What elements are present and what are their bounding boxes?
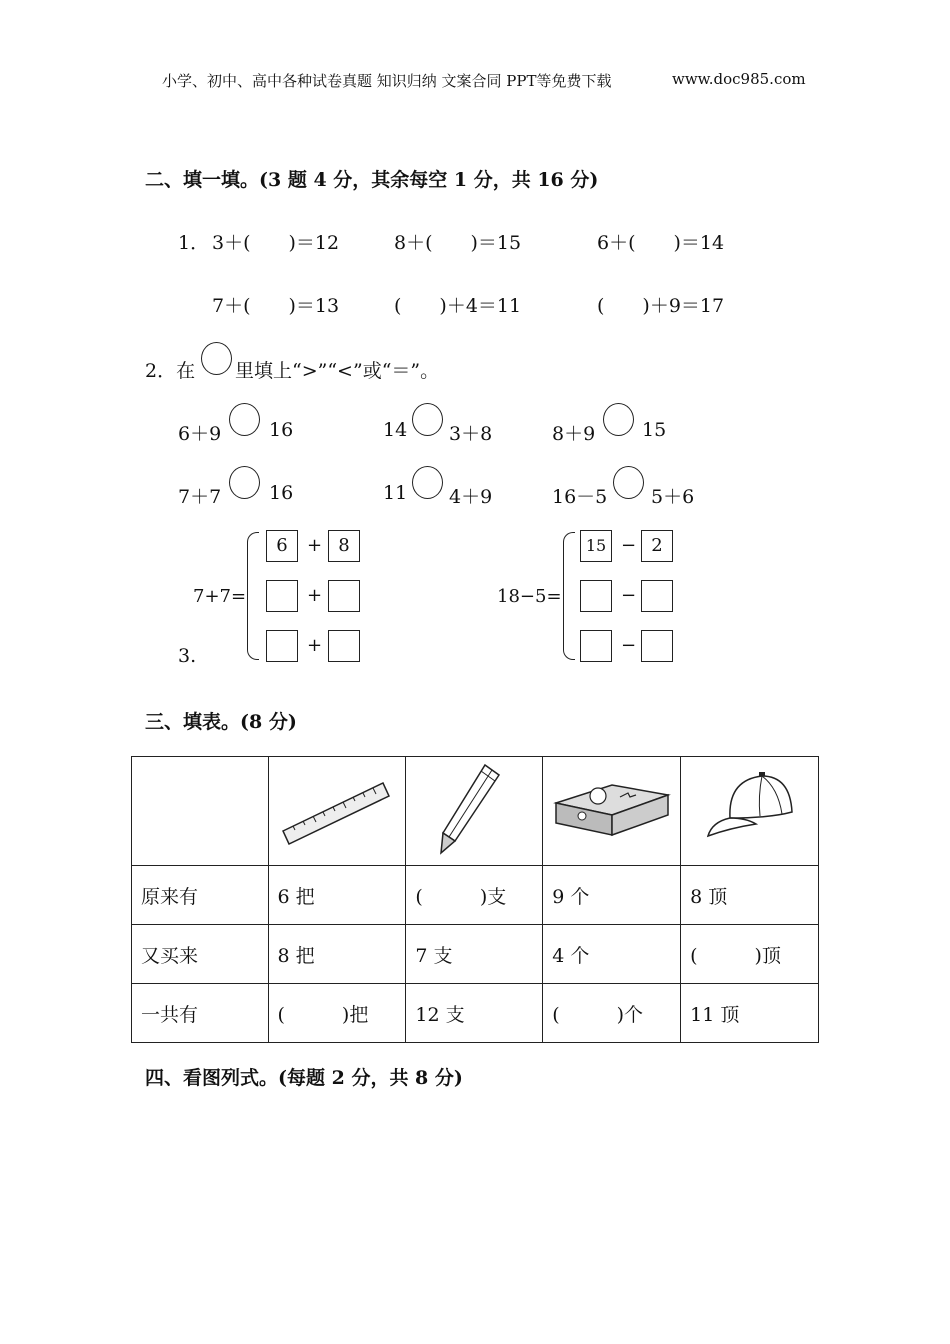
q2-item-1-circle[interactable] (229, 403, 260, 436)
fill-table (131, 756, 819, 1043)
q3-left-box: 8 (328, 530, 360, 562)
q3-right-brace (563, 532, 575, 660)
table-cell: 4 个 (543, 925, 681, 984)
q2-item-6-right: 5＋6 (651, 486, 695, 508)
q2-intro-a: 2．在 (145, 360, 196, 382)
q3-left-op: + (307, 585, 323, 606)
table-cell: 8 顶 (681, 866, 819, 925)
q2-item-2-left: 14 (383, 419, 408, 441)
q3-right-op: − (621, 535, 637, 556)
q3-left-box-blank[interactable] (328, 630, 360, 662)
q3-right-box-blank[interactable] (641, 580, 673, 612)
q3-right-box-blank[interactable] (580, 630, 612, 662)
q2-item-1-left: 6＋9 (178, 423, 222, 445)
q3-left-brace (247, 532, 259, 660)
q3-left-label: 7+7= (193, 586, 247, 607)
q1-eq-4: 7＋( )＝13 (212, 295, 340, 317)
section2-title: 二、填一填。(3 题 4 分，其余每空 1 分，共 16 分) (145, 169, 599, 191)
ruler-cell (268, 757, 406, 866)
pencil-cell (406, 757, 543, 866)
q3-left-box-blank[interactable] (266, 630, 298, 662)
pencil-icon (429, 761, 519, 857)
q3-number: 3. (178, 645, 197, 667)
table-cell: 11 顶 (681, 984, 819, 1043)
cap-cell (681, 757, 819, 866)
header-site: www.doc985.com (672, 70, 806, 88)
ruler-icon (277, 769, 397, 849)
table-cell: 8 把 (268, 925, 406, 984)
pencil-box-cell (543, 757, 681, 866)
q3-right-box: 2 (641, 530, 673, 562)
table-cell: 12 支 (406, 984, 543, 1043)
q2-item-6-left: 16－5 (552, 486, 608, 508)
table-row (132, 925, 819, 984)
q3-right-op: − (621, 585, 637, 606)
q2-item-2-right: 3＋8 (449, 423, 493, 445)
q3-right-box-blank[interactable] (580, 580, 612, 612)
table-cell-blank[interactable]: ( )把 (268, 984, 406, 1043)
table-row (132, 984, 819, 1043)
table-cell: 7 支 (406, 925, 543, 984)
q2-item-3-right: 15 (642, 419, 667, 441)
q2-item-4-left: 7＋7 (178, 486, 222, 508)
row-label: 又买来 (132, 925, 269, 984)
q3-left-op: + (307, 635, 323, 656)
table-cell: 6 把 (268, 866, 406, 925)
q2-item-4-circle[interactable] (229, 466, 260, 499)
table-corner-cell (132, 757, 269, 866)
row-label: 原来有 (132, 866, 269, 925)
q2-item-6-circle[interactable] (613, 466, 644, 499)
q1-eq-2: 8＋( )＝15 (394, 232, 522, 254)
compare-circle-icon (201, 342, 232, 375)
table-cell-blank[interactable]: ( )个 (543, 984, 681, 1043)
q1-eq-5: ( )＋4＝11 (394, 295, 522, 317)
q2-item-3-left: 8＋9 (552, 423, 596, 445)
q2-item-4-right: 16 (269, 482, 294, 504)
table-row (132, 866, 819, 925)
section4-title: 四、看图列式。(每题 2 分，共 8 分) (145, 1067, 463, 1089)
q1-eq-6: ( )＋9＝17 (597, 295, 725, 317)
table-header-row (132, 757, 819, 866)
section3-title: 三、填表。(8 分) (145, 711, 297, 733)
q1-eq-1: 3＋( )＝12 (212, 232, 340, 254)
table-cell: 9 个 (543, 866, 681, 925)
q2-item-5-right: 4＋9 (449, 486, 493, 508)
q3-left-box-blank[interactable] (266, 580, 298, 612)
table-cell-blank[interactable]: ( )支 (406, 866, 543, 925)
q3-left-box-blank[interactable] (328, 580, 360, 612)
q3-right-op: − (621, 635, 637, 656)
q3-left-box: 6 (266, 530, 298, 562)
cap-icon (700, 766, 800, 852)
q2-item-5-circle[interactable] (412, 466, 443, 499)
q3-right-label: 18−5= (497, 586, 562, 607)
q2-intro-b: 里填上“>”“<”或“＝”。 (235, 360, 440, 382)
q2-item-3-circle[interactable] (603, 403, 634, 436)
q1-eq-3: 6＋( )＝14 (597, 232, 725, 254)
q3-left-op: + (307, 535, 323, 556)
q2-item-5-left: 11 (383, 482, 408, 504)
q3-right-box-blank[interactable] (641, 630, 673, 662)
row-label: 一共有 (132, 984, 269, 1043)
header-text: 小学、初中、高中各种试卷真题 知识归纳 文案合同 PPT等免费下载 (162, 72, 612, 90)
table-cell-blank[interactable]: ( )顶 (681, 925, 819, 984)
pencil-box-icon (550, 769, 674, 849)
q3-right-box: 15 (580, 530, 612, 562)
q2-item-1-right: 16 (269, 419, 294, 441)
q1-number: 1． (178, 232, 210, 254)
q2-item-2-circle[interactable] (412, 403, 443, 436)
